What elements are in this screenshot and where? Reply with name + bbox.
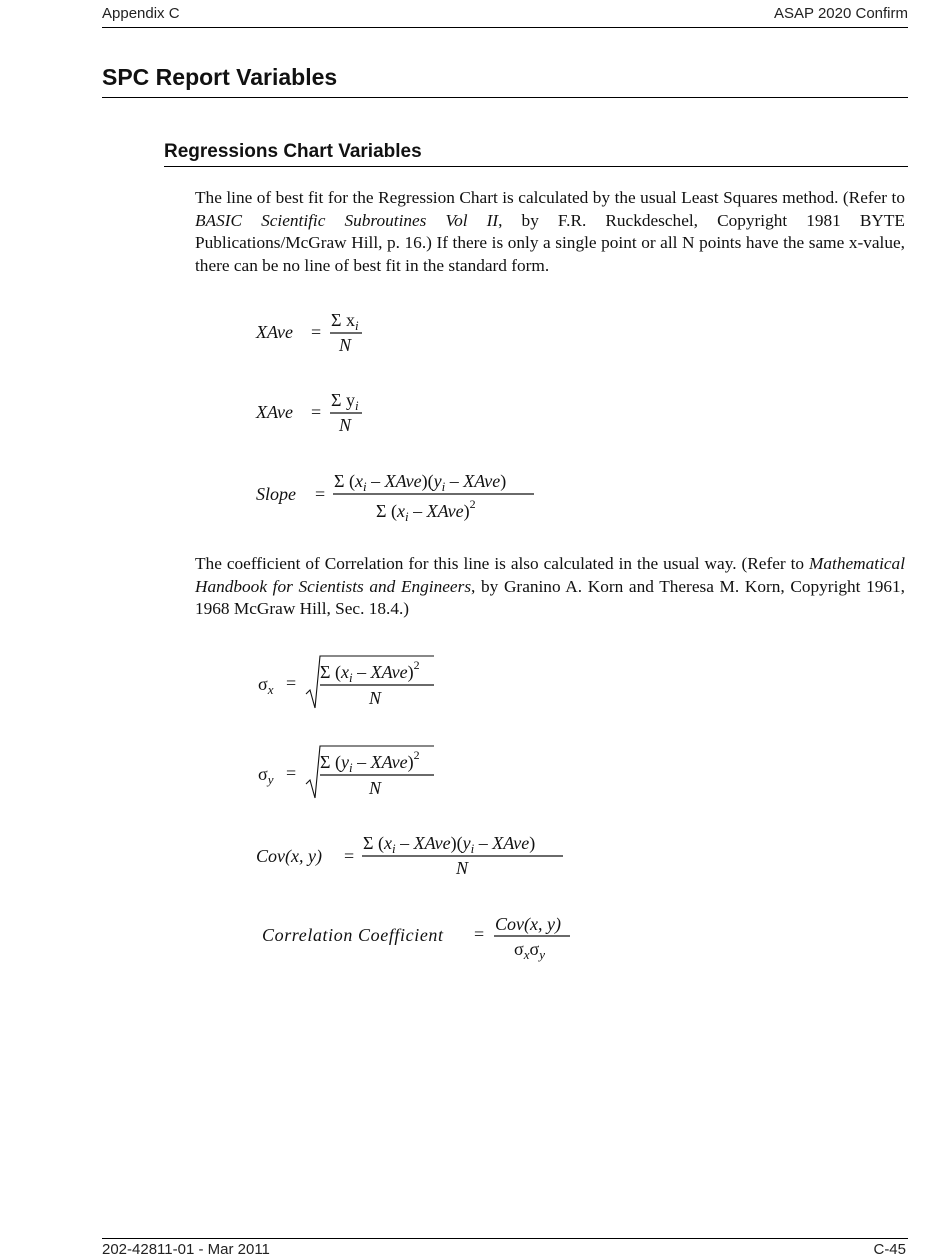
- page-number: C-45: [873, 1241, 906, 1258]
- equals-sign: =: [311, 402, 322, 422]
- equals-sign: =: [286, 673, 297, 693]
- equals-sign: =: [315, 484, 326, 504]
- sigma-x-numerator: Σ ($x_i$ – XAve)$^2$: [320, 658, 420, 685]
- subsection-rule: [164, 166, 908, 167]
- formula-yave-lhs: XAve: [256, 402, 293, 422]
- paragraph2-book-title: Mathematical Handbook for Scientists and Engineers: [195, 554, 905, 596]
- sigma-x-lhs: $\sigma_x$: [258, 674, 274, 697]
- corr-numerator: Cov(x, y): [495, 914, 561, 934]
- document-number: 202-42811-01 - Mar 2011: [102, 1241, 270, 1258]
- formula-xave-lhs: XAve: [256, 322, 293, 342]
- paragraph2-text-b: , by Granino A. Korn and Theresa M. Korn, Copyright 1961, 1968 McGraw Hill, Sec. 18.4.): [195, 576, 905, 619]
- denominator-n: N: [339, 335, 352, 355]
- denominator-n: N: [369, 778, 382, 798]
- denominator-n: N: [339, 415, 352, 435]
- formula-cov-lhs: Cov(x, y): [256, 846, 322, 866]
- slope-numerator: Σ ($x_i$ – $XAve)(y_i$ – XAve): [334, 471, 507, 494]
- denominator-n: N: [456, 858, 469, 878]
- sum-x-numerator: Σ $x_i$: [331, 310, 359, 333]
- equals-sign: =: [286, 763, 297, 783]
- paragraph-correlation: [195, 553, 905, 621]
- header-rule: [102, 27, 908, 28]
- slope-denominator: Σ ($x_i$ – XAve)$^2$: [376, 497, 476, 524]
- formula-sigma-y: [258, 742, 458, 804]
- cov-numerator: Σ ($x_i$ – $XAve)(y_i$ – XAve): [363, 833, 536, 856]
- formula-correlation-coefficient: [262, 910, 582, 970]
- formula-xave: [256, 305, 396, 357]
- paragraph2-text-a: The coefficient of Correlation for this line is also calculated in the usual way. (Refer to: [195, 554, 810, 573]
- sigma-y-lhs: $\sigma_y$: [258, 764, 274, 787]
- section-title: SPC Report Variables: [102, 64, 338, 90]
- formula-slope: [256, 465, 556, 525]
- running-header-right: ASAP 2020 Confirm: [774, 5, 908, 22]
- sigma-y-numerator: Σ ($y_i$ – XAve)$^2$: [320, 748, 420, 775]
- sum-y-numerator: Σ $y_i$: [331, 390, 359, 413]
- formula-covariance: [256, 828, 576, 884]
- equals-sign: =: [474, 924, 485, 944]
- formula-sigma-x: [258, 652, 458, 714]
- corr-denominator: $\sigma_x\sigma_y$: [514, 939, 545, 962]
- paragraph-least-squares: [195, 187, 905, 277]
- footer-rule: [102, 1238, 908, 1239]
- paragraph1-text-a: The line of best fit for the Regression Chart is calculated by the usual Least Squares method. (Refer to: [195, 188, 905, 207]
- denominator-n: N: [369, 688, 382, 708]
- formula-corr-lhs: Correlation Coefficient: [262, 925, 444, 945]
- equals-sign: =: [311, 322, 322, 342]
- running-header-left: Appendix C: [102, 5, 180, 22]
- formula-yave: [256, 385, 396, 437]
- formula-slope-lhs: Slope: [256, 484, 296, 504]
- section-rule: [102, 97, 908, 98]
- equals-sign: =: [344, 846, 355, 866]
- paragraph1-book-title: BASIC Scientific Subroutines Vol II: [195, 210, 499, 230]
- subsection-title: Regressions Chart Variables: [164, 141, 422, 162]
- paragraph1-text-b: , by F.R. Ruckdeschel, Copyright 1981 BYTE Publications/McGraw Hill, p. 16.) If there is only a single point or all N points have the same x-value, there can be no line of best fit in the standard form.: [195, 210, 905, 275]
